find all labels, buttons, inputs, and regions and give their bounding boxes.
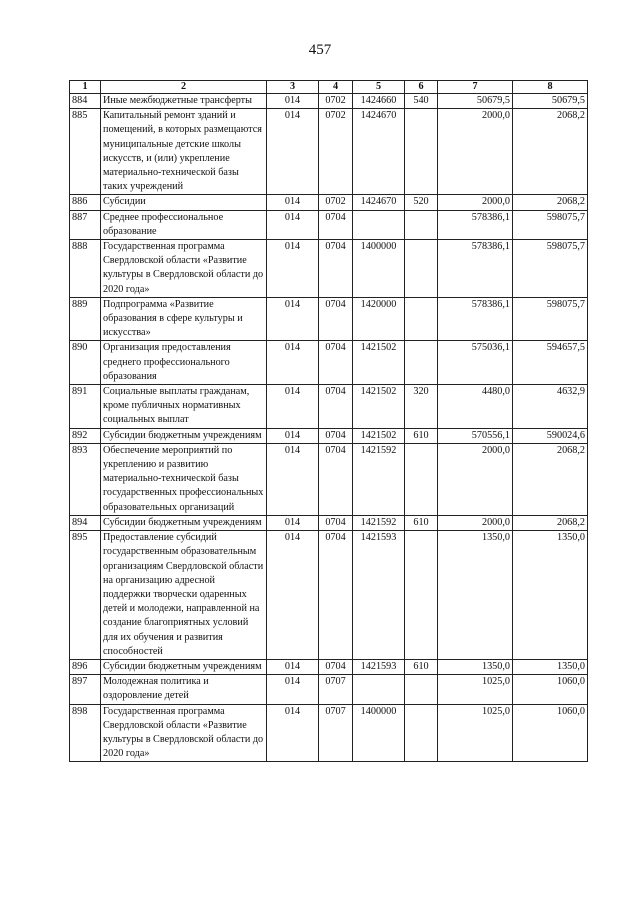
row-number-cell: 887 — [70, 210, 101, 239]
table-row — [70, 109, 588, 195]
target-article-cell — [353, 210, 405, 239]
row-name-cell: Субсидии бюджетным учреждениям — [101, 659, 267, 674]
table-body — [70, 94, 588, 762]
amount-year1-cell: 578386,1 — [438, 240, 513, 298]
table-row — [70, 659, 588, 674]
expense-type-cell — [405, 704, 438, 762]
ministry-code-cell: 014 — [267, 109, 319, 195]
amount-year2-cell: 598075,7 — [513, 240, 588, 298]
column-header: 7 — [438, 81, 513, 94]
ministry-code-cell: 014 — [267, 385, 319, 429]
amount-year2-cell: 50679,5 — [513, 94, 588, 109]
expense-type-cell: 610 — [405, 428, 438, 443]
ministry-code-cell: 014 — [267, 240, 319, 298]
amount-year1-cell: 1025,0 — [438, 704, 513, 762]
row-number-cell: 888 — [70, 240, 101, 298]
amount-year1-cell: 575036,1 — [438, 341, 513, 385]
expense-type-cell — [405, 109, 438, 195]
amount-year2-cell: 598075,7 — [513, 297, 588, 341]
amount-year1-cell: 1350,0 — [438, 531, 513, 660]
row-number-cell: 885 — [70, 109, 101, 195]
budget-table — [69, 80, 588, 762]
amount-year1-cell: 4480,0 — [438, 385, 513, 429]
ministry-code-cell: 014 — [267, 341, 319, 385]
expense-type-cell: 520 — [405, 195, 438, 210]
row-name-cell: Обеспечение мероприятий по укреплению и развитию материально-технической базы государственных профессиональных образовательных организаций — [101, 443, 267, 515]
amount-year1-cell: 1350,0 — [438, 659, 513, 674]
section-code-cell: 0707 — [319, 675, 353, 704]
row-number-cell: 895 — [70, 531, 101, 660]
amount-year2-cell: 4632,9 — [513, 385, 588, 429]
table-row — [70, 704, 588, 762]
row-name-cell: Субсидии бюджетным учреждениям — [101, 515, 267, 530]
target-article-cell: 1421593 — [353, 659, 405, 674]
expense-type-cell — [405, 675, 438, 704]
expense-type-cell — [405, 210, 438, 239]
amount-year1-cell: 2000,0 — [438, 109, 513, 195]
expense-type-cell: 320 — [405, 385, 438, 429]
expense-type-cell — [405, 531, 438, 660]
row-name-cell: Иные межбюджетные трансферты — [101, 94, 267, 109]
ministry-code-cell: 014 — [267, 210, 319, 239]
section-code-cell: 0702 — [319, 94, 353, 109]
row-name-cell: Социальные выплаты гражданам, кроме публичных нормативных социальных выплат — [101, 385, 267, 429]
row-name-cell: Государственная программа Свердловской области «Развитие культуры в Свердловской области до 2020 года» — [101, 240, 267, 298]
amount-year2-cell: 2068,2 — [513, 443, 588, 515]
column-header: 6 — [405, 81, 438, 94]
table-row — [70, 428, 588, 443]
amount-year2-cell: 2068,2 — [513, 515, 588, 530]
amount-year2-cell: 594657,5 — [513, 341, 588, 385]
amount-year1-cell: 2000,0 — [438, 443, 513, 515]
row-number-cell: 889 — [70, 297, 101, 341]
amount-year1-cell: 2000,0 — [438, 195, 513, 210]
row-name-cell: Государственная программа Свердловской области «Развитие культуры в Свердловской области до 2020 года» — [101, 704, 267, 762]
table-row — [70, 443, 588, 515]
target-article-cell — [353, 675, 405, 704]
table-row — [70, 385, 588, 429]
row-number-cell: 891 — [70, 385, 101, 429]
target-article-cell: 1400000 — [353, 240, 405, 298]
row-number-cell: 886 — [70, 195, 101, 210]
section-code-cell: 0704 — [319, 385, 353, 429]
table-row — [70, 195, 588, 210]
table-row — [70, 341, 588, 385]
section-code-cell: 0704 — [319, 515, 353, 530]
amount-year1-cell: 50679,5 — [438, 94, 513, 109]
section-code-cell: 0704 — [319, 240, 353, 298]
ministry-code-cell: 014 — [267, 675, 319, 704]
row-number-cell: 884 — [70, 94, 101, 109]
amount-year2-cell: 1350,0 — [513, 531, 588, 660]
row-name-cell: Субсидии — [101, 195, 267, 210]
amount-year2-cell: 598075,7 — [513, 210, 588, 239]
target-article-cell: 1424670 — [353, 195, 405, 210]
expense-type-cell — [405, 341, 438, 385]
column-header: 5 — [353, 81, 405, 94]
row-name-cell: Субсидии бюджетным учреждениям — [101, 428, 267, 443]
target-article-cell: 1421502 — [353, 428, 405, 443]
expense-type-cell: 610 — [405, 515, 438, 530]
section-code-cell: 0704 — [319, 443, 353, 515]
section-code-cell: 0704 — [319, 297, 353, 341]
header-row — [70, 81, 588, 94]
section-code-cell: 0704 — [319, 531, 353, 660]
amount-year2-cell: 1060,0 — [513, 704, 588, 762]
table-row — [70, 94, 588, 109]
column-header: 1 — [70, 81, 101, 94]
row-number-cell: 897 — [70, 675, 101, 704]
ministry-code-cell: 014 — [267, 659, 319, 674]
target-article-cell: 1420000 — [353, 297, 405, 341]
expense-type-cell — [405, 297, 438, 341]
target-article-cell: 1424660 — [353, 94, 405, 109]
ministry-code-cell: 014 — [267, 515, 319, 530]
table-row — [70, 675, 588, 704]
row-name-cell: Капитальный ремонт зданий и помещений, в которых размещаются муниципальные детские школы искусств, и (или) укрепление материально-технической базы таких учреждений — [101, 109, 267, 195]
ministry-code-cell: 014 — [267, 94, 319, 109]
target-article-cell: 1421502 — [353, 341, 405, 385]
ministry-code-cell: 014 — [267, 443, 319, 515]
column-header: 4 — [319, 81, 353, 94]
section-code-cell: 0704 — [319, 341, 353, 385]
section-code-cell: 0704 — [319, 210, 353, 239]
ministry-code-cell: 014 — [267, 297, 319, 341]
section-code-cell: 0704 — [319, 659, 353, 674]
table-row — [70, 297, 588, 341]
expense-type-cell — [405, 443, 438, 515]
row-number-cell: 894 — [70, 515, 101, 530]
target-article-cell: 1421593 — [353, 531, 405, 660]
section-code-cell: 0702 — [319, 109, 353, 195]
section-code-cell: 0704 — [319, 428, 353, 443]
table-row — [70, 515, 588, 530]
amount-year1-cell: 570556,1 — [438, 428, 513, 443]
ministry-code-cell: 014 — [267, 428, 319, 443]
target-article-cell: 1421592 — [353, 515, 405, 530]
amount-year1-cell: 2000,0 — [438, 515, 513, 530]
row-number-cell: 890 — [70, 341, 101, 385]
amount-year2-cell: 1350,0 — [513, 659, 588, 674]
table-row — [70, 531, 588, 660]
row-number-cell: 892 — [70, 428, 101, 443]
column-header: 3 — [267, 81, 319, 94]
ministry-code-cell: 014 — [267, 704, 319, 762]
table-row — [70, 240, 588, 298]
section-code-cell: 0702 — [319, 195, 353, 210]
expense-type-cell — [405, 240, 438, 298]
amount-year1-cell: 1025,0 — [438, 675, 513, 704]
section-code-cell: 0707 — [319, 704, 353, 762]
amount-year1-cell: 578386,1 — [438, 297, 513, 341]
row-number-cell: 898 — [70, 704, 101, 762]
amount-year2-cell: 1060,0 — [513, 675, 588, 704]
column-header: 8 — [513, 81, 588, 94]
target-article-cell: 1421592 — [353, 443, 405, 515]
row-name-cell: Среднее профессиональное образование — [101, 210, 267, 239]
page-number: 457 — [308, 42, 332, 58]
row-number-cell: 893 — [70, 443, 101, 515]
target-article-cell: 1421502 — [353, 385, 405, 429]
amount-year2-cell: 2068,2 — [513, 109, 588, 195]
ministry-code-cell: 014 — [267, 195, 319, 210]
target-article-cell: 1400000 — [353, 704, 405, 762]
row-name-cell: Подпрограмма «Развитие образования в сфере культуры и искусства» — [101, 297, 267, 341]
amount-year2-cell: 2068,2 — [513, 195, 588, 210]
ministry-code-cell: 014 — [267, 531, 319, 660]
row-name-cell: Молодежная политика и оздоровление детей — [101, 675, 267, 704]
target-article-cell: 1424670 — [353, 109, 405, 195]
amount-year2-cell: 590024,6 — [513, 428, 588, 443]
row-name-cell: Организация предоставления среднего профессионального образования — [101, 341, 267, 385]
expense-type-cell: 610 — [405, 659, 438, 674]
row-name-cell: Предоставление субсидий государственным образовательным организациям Свердловской области на организацию адресной поддержки творчески одаренных детей и молодежи, направленной на создание благоприятных условий для их обучения и развития способностей — [101, 531, 267, 660]
expense-type-cell: 540 — [405, 94, 438, 109]
column-header: 2 — [101, 81, 267, 94]
row-number-cell: 896 — [70, 659, 101, 674]
amount-year1-cell: 578386,1 — [438, 210, 513, 239]
table-row — [70, 210, 588, 239]
